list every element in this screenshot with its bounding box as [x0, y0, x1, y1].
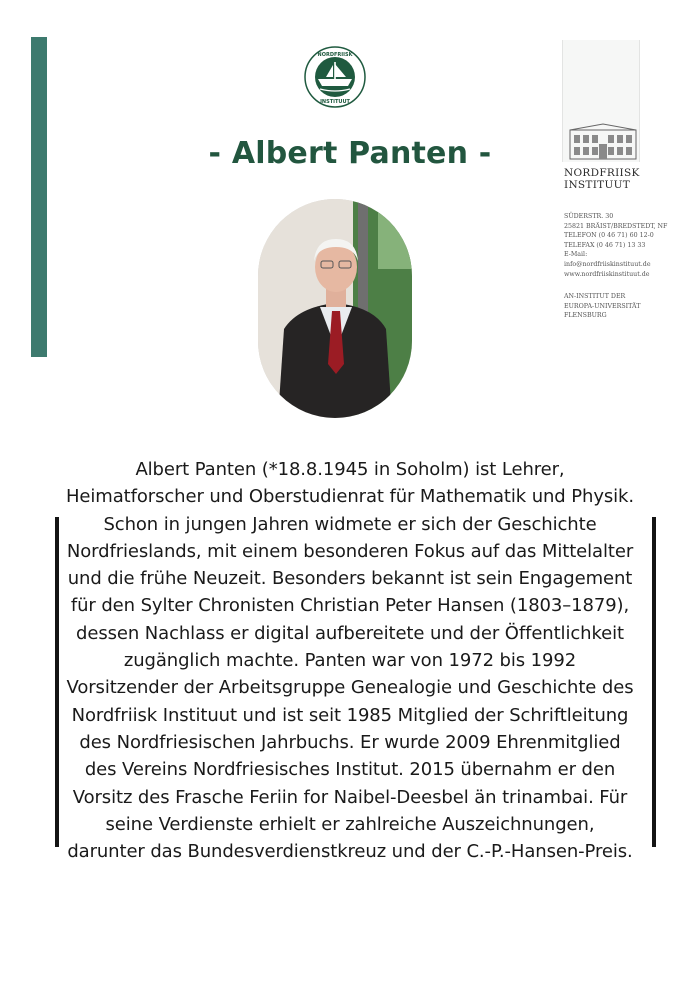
fax-line: TELEFAX (0 46 71) 13 33: [564, 241, 646, 249]
affiliation-line: EUROPA-UNIVERSITÄT: [564, 302, 641, 310]
affiliation-line: FLENSBURG: [564, 312, 607, 320]
left-divider: [55, 517, 59, 847]
website: www.nordfriiskinstituut.de: [564, 270, 650, 278]
accent-bar: [31, 37, 47, 357]
building-icon: [569, 122, 637, 160]
institute-name-line2: INSTITUUT: [564, 179, 631, 191]
page-title: - Albert Panten -: [208, 136, 492, 171]
address-line: 25821 BRÄIST/BREDSTEDT, NF: [564, 222, 668, 230]
svg-text:NORDFRIISK: NORDFRIISK: [317, 52, 353, 58]
affiliation-line: AN-INSTITUT DER: [564, 293, 626, 300]
phone-line: TELEFON (0 46 71) 60 12-0: [564, 232, 654, 240]
email-address: info@nordfriiskinstituut.de: [564, 260, 651, 268]
email-label: E-Mail:: [564, 251, 588, 259]
svg-text:INSTITUUT: INSTITUUT: [320, 99, 350, 105]
institute-affiliation: [564, 292, 640, 321]
nordfriisk-instituut-seal-logo: [304, 46, 366, 108]
right-divider: [652, 517, 656, 847]
letterhead: [560, 40, 700, 360]
biography-text: Albert Panten (*18.8.1945 in Soholm) ist Lehrer, Heimatforscher und Oberstudienrat für Mathematik und Physik. Schon in jungen Jahren widmete er sich der Geschichte Nordfrieslands, mit einem besonderen Fokus auf das Mittelalter und die frühe Neuzeit. Besonders bekannt ist sein Engagement für den Sylter Chronisten Christian Peter Hansen (1803–1879), dessen Nachlass er digital aufbereitete und der Öffentlichkeit zugänglich machte. Panten war von 1972 bis 1992 Vorsitzender der Arbeitsgruppe Genealogie und Geschichte des Nordfriisk Instituut und ist seit 1985 Mitglied der Schriftleitung des Nordfriesischen Jahrbuchs. Er wurde 2009 Ehrenmitglied des Vereins Nordfriesisches Institut. 2015 übernahm er den Vorsitz des Frasche Feriin for Naibel-Deesbel än trinambai. Für seine Verdienste erhielt er zahlreiche Auszeichnungen, darunter das Bundesverdienstkreuz und der C.-P.-Hansen-Preis.: [66, 459, 634, 863]
letterhead-header-panel: [562, 40, 640, 162]
institute-name-line1: NORDFRIISK: [564, 167, 640, 179]
institute-name: [564, 167, 640, 191]
address-line: SÜDERSTR. 30: [564, 213, 614, 220]
institute-address: [564, 212, 667, 279]
portrait-illustration: [258, 199, 412, 418]
portrait-photo: [258, 199, 412, 418]
